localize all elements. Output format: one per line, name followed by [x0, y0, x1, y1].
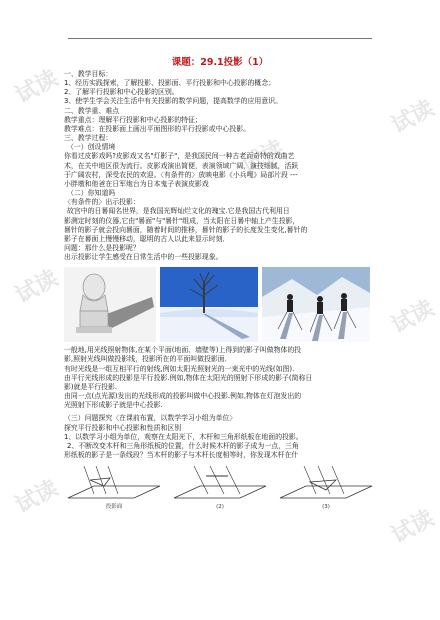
watermark: 试读 — [387, 95, 439, 139]
page-title: 课题：29.1投影（1） — [171, 57, 269, 68]
watermark: 试读 — [11, 65, 63, 109]
text-line: 一般地,用光线照射物体,在某个平面(地面、墙壁等)上得到的影子叫做物体的投 — [64, 346, 302, 355]
document-body — [64, 70, 376, 512]
text-line: 晷针的影子就会投向晷面，随着时间的推移，晷针的影子的长度发生变化,晷针的 — [64, 225, 308, 234]
text-line: （一）创设情境 — [67, 143, 116, 152]
text-line: 形纸板的影子是一条线段？当木杆的影子与木杆长度相等时，你发现木杆在什 — [64, 451, 299, 459]
diagram-caption: (3) — [322, 504, 330, 510]
text-line: 你看过皮影戏吗?皮影戏又名"灯影子"，是我国民间一种古老而奇特的戏曲艺 — [64, 152, 295, 161]
projection-diagram-1 — [64, 464, 164, 512]
text-line: 2、了解平行投影和中心投影的区别。 — [64, 88, 179, 97]
watermark: 试读 — [237, 135, 289, 179]
text-line: （二）你知道吗 — [67, 189, 116, 198]
projection-diagrams — [64, 464, 376, 512]
statue-shadow-photo — [64, 267, 156, 342]
text-line: 教学难点：在投影面上画出平面图形的平行投影或中心投影。 — [64, 124, 251, 133]
text-line: 一、教学目标： — [64, 70, 113, 78]
watermark: 试读 — [11, 265, 63, 309]
text-line: 由平行光线形成的投影是平行投影.例如,物体在太阳光的照射下形成的影子(简称日 — [64, 373, 313, 382]
text-line: 影)就是平行投影. — [64, 382, 118, 391]
text-line: 故宫中的日晷闻名世界，是我国光辉灿烂文化的瑰宝.它是我国古代利用日 — [67, 207, 290, 216]
text-line: 有时光线是一组互相平行的射线,例如太阳光照射光的一束光中的光线(如图). — [64, 364, 295, 373]
text-line: 小胖墩和他爸在日军炮台为日本鬼子表演皮影戏 — [64, 179, 209, 188]
watermark: 试读 — [11, 475, 63, 519]
watermark: 试读 — [387, 295, 439, 339]
watermark: 试读 — [387, 505, 439, 549]
text-line: 二、教学重、难点 — [64, 106, 120, 115]
diagram-caption: 投影面 — [105, 504, 123, 510]
text-line: 〈有条件的〉出示投影： — [64, 198, 140, 207]
text-line: 问题：那什么是投影呢？ — [64, 243, 140, 252]
text-line: （三）问题探究〈在课前布置，以数学学习小组为单位〉 — [64, 414, 237, 423]
text-line: 1、经历实践探索，了解投影、投影面、平行投影和中心投影的概念； — [64, 79, 276, 88]
projection-diagram-2 — [170, 464, 270, 512]
text-line: 教学重点：理解平行投影和中心投影的特征； — [64, 115, 202, 124]
text-line: 3、使学生学会关注生活中有关投影的数学问题，提高数学的应用意识。 — [64, 97, 282, 106]
photo-row — [64, 267, 376, 342]
text-line: 探究平行投影和中心投影和性质和区别 — [64, 423, 182, 432]
text-line: 影子在晷面上慢慢移动，聪明的古人以此来显示时刻． — [64, 234, 230, 243]
text-line: 1、以数学习小组为单位，观察在太阳光下，木杆和三角形纸板在地面的投影。 — [64, 432, 303, 441]
text-line: 2、不断改变木杆和三角形纸板的位置，什么时候木杆的影子成为一点，三角 — [67, 441, 299, 450]
text-line: 出示投影让学生感受在日常生活中的一些投影现象。 — [64, 253, 223, 262]
text-line: 由同一点(点光源)发出的光线形成的投影叫做中心投影.例如,物体在灯泡发出的 — [64, 392, 302, 401]
diagram-caption: (2) — [216, 504, 224, 510]
text-line: 影测定时刻的仪器,它由"晷面"与"晷针"组成，当太阳在日晷中轴上产生投影， — [64, 216, 300, 225]
header-rule — [68, 38, 372, 39]
text-line: 三、教学过程： — [64, 134, 113, 143]
skiers-photo — [262, 267, 370, 342]
text-line: 术，在关中地区很为流行。皮影戏演出简便，表演领域广阔，演技细腻，活跃 — [64, 161, 299, 170]
text-line: 光照射下形成影子就是中心投影. — [64, 401, 163, 410]
projection-diagram-3 — [276, 464, 376, 512]
snow-tree-photo — [160, 267, 258, 342]
text-line: 影,照射光线叫做投影线，投影所在的平面叫做投影面． — [64, 355, 232, 364]
text-line: 于广阔农村，深受农民的欢迎。〈有条件的〉放映电影《小兵嘎》局部片段 --- — [64, 170, 298, 179]
